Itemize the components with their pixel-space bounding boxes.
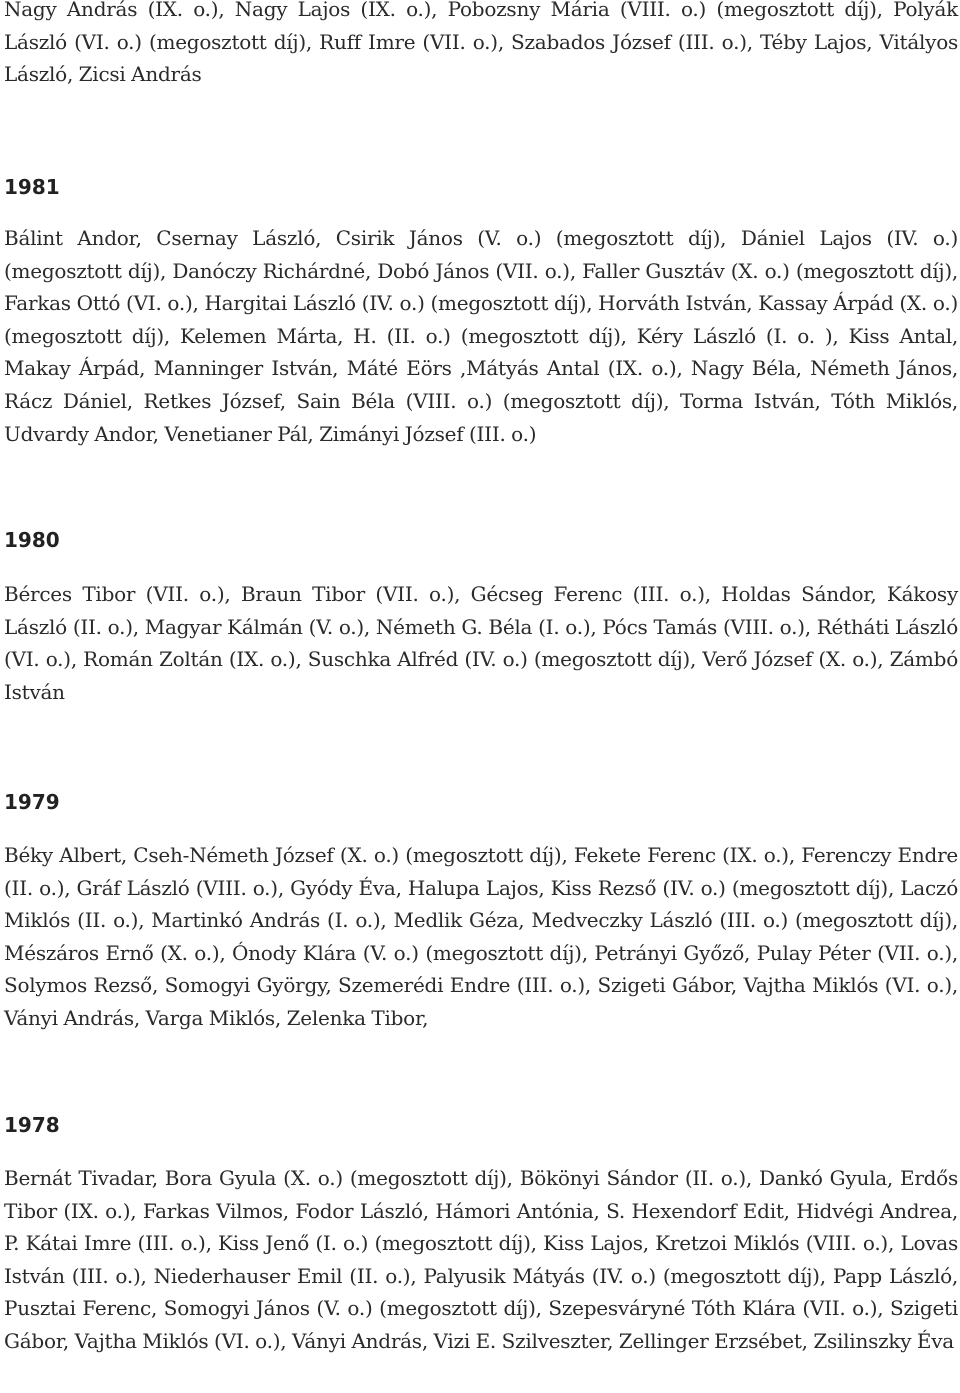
intro-paragraph: Nagy András (IX. o.), Nagy Lajos (IX. o.), Pobozsny Mária (VIII. o.) (megosztott díj), Polyák László (VI. o.) (megosztott díj), Ruff Imre (VII. o.), Szabados József (III. o.), Téby Lajos, Vitályos László, Zicsi András bbox=[4, 0, 958, 87]
award-list-1978: Bernát Tivadar, Bora Gyula (X. o.) (megosztott díj), Bökönyi Sándor (II. o.), Dankó Gyula, Erdős Tibor (IX. o.), Farkas Vilmos, Fodor László, Hámori Antónia, S. Hexendorf Edit, Hidvégi Andrea, P. Kátai Imre (III. o.), Kiss Jenő (I. o.) (megosztott díj), Kiss Lajos, Kretzoi Miklós (VIII. o.), Lovas István (III. o.), Niederhauser Emil (II. o.), Palyusik Mátyás (IV. o.) (megosztott díj), Papp László, Pusztai Ferenc, Somogyi János (V. o.) (megosztott díj), Szepesváryné Tóth Klára (VII. o.), Szigeti Gábor, Vajtha Miklós (VI. o.), Ványi András, Vizi E. Szilveszter, Zellinger Erzsébet, Zsilinszky Éva bbox=[4, 1166, 958, 1353]
year-heading-1979: 1979 bbox=[4, 790, 60, 814]
award-list-1980: Bérces Tibor (VII. o.), Braun Tibor (VII. o.), Gécseg Ferenc (III. o.), Holdas Sándor, Kákosy László (II. o.), Magyar Kálmán (V. o.), Németh G. Béla (I. o.), Pócs Tamás (VIII. o.), Rétháti László (VI. o.), Román Zoltán (IX. o.), Suschka Alfréd (IV. o.) (megosztott díj), Verő József (X. o.), Zámbó István bbox=[4, 582, 958, 704]
year-heading-1978: 1978 bbox=[4, 1113, 60, 1137]
award-list-1981: Bálint Andor, Csernay László, Csirik János (V. o.) (megosztott díj), Dániel Lajos (IV. o.) (megosztott díj), Danóczy Richárdné, Dobó János (VII. o.), Faller Gusztáv (X. o.) (megosztott díj), Farkas Ottó (VI. o.), Hargitai László (IV. o.) (megosztott díj), Horváth István, Kassay Árpád (X. o.) (megosztott díj), Kelemen Márta, H. (II. o.) (megosztott díj), Kéry László (I. o. ), Kiss Antal, Makay Árpád, Manninger István, Máté Eörs ,Mátyás Antal (IX. o.), Nagy Béla, Németh János, Rácz Dániel, Retkes József, Sain Béla (VIII. o.) (megosztott díj), Torma István, Tóth Miklós, Udvardy Andor, Venetianer Pál, Zimányi József (III. o.) bbox=[4, 226, 958, 446]
award-list-1979: Béky Albert, Cseh-Németh József (X. o.) (megosztott díj), Fekete Ferenc (IX. o.), Ferenczy Endre (II. o.), Gráf László (VIII. o.), Gyódy Éva, Halupa Lajos, Kiss Rezső (IV. o.) (megosztott díj), Laczó Miklós (II. o.), Martinkó András (I. o.), Medlik Géza, Medveczky László (III. o.) (megosztott díj), Mészáros Ernő (X. o.), Ónody Klára (V. o.) (megosztott díj), Petrányi Győző, Pulay Péter (VII. o.), Solymos Rezső, Somogyi György, Szemerédi Endre (III. o.), Szigeti Gábor, Vajtha Miklós (VI. o.), Ványi András, Varga Miklós, Zelenka Tibor, bbox=[4, 843, 958, 1030]
year-heading-1980: 1980 bbox=[4, 528, 60, 552]
year-heading-1981: 1981 bbox=[4, 175, 60, 199]
